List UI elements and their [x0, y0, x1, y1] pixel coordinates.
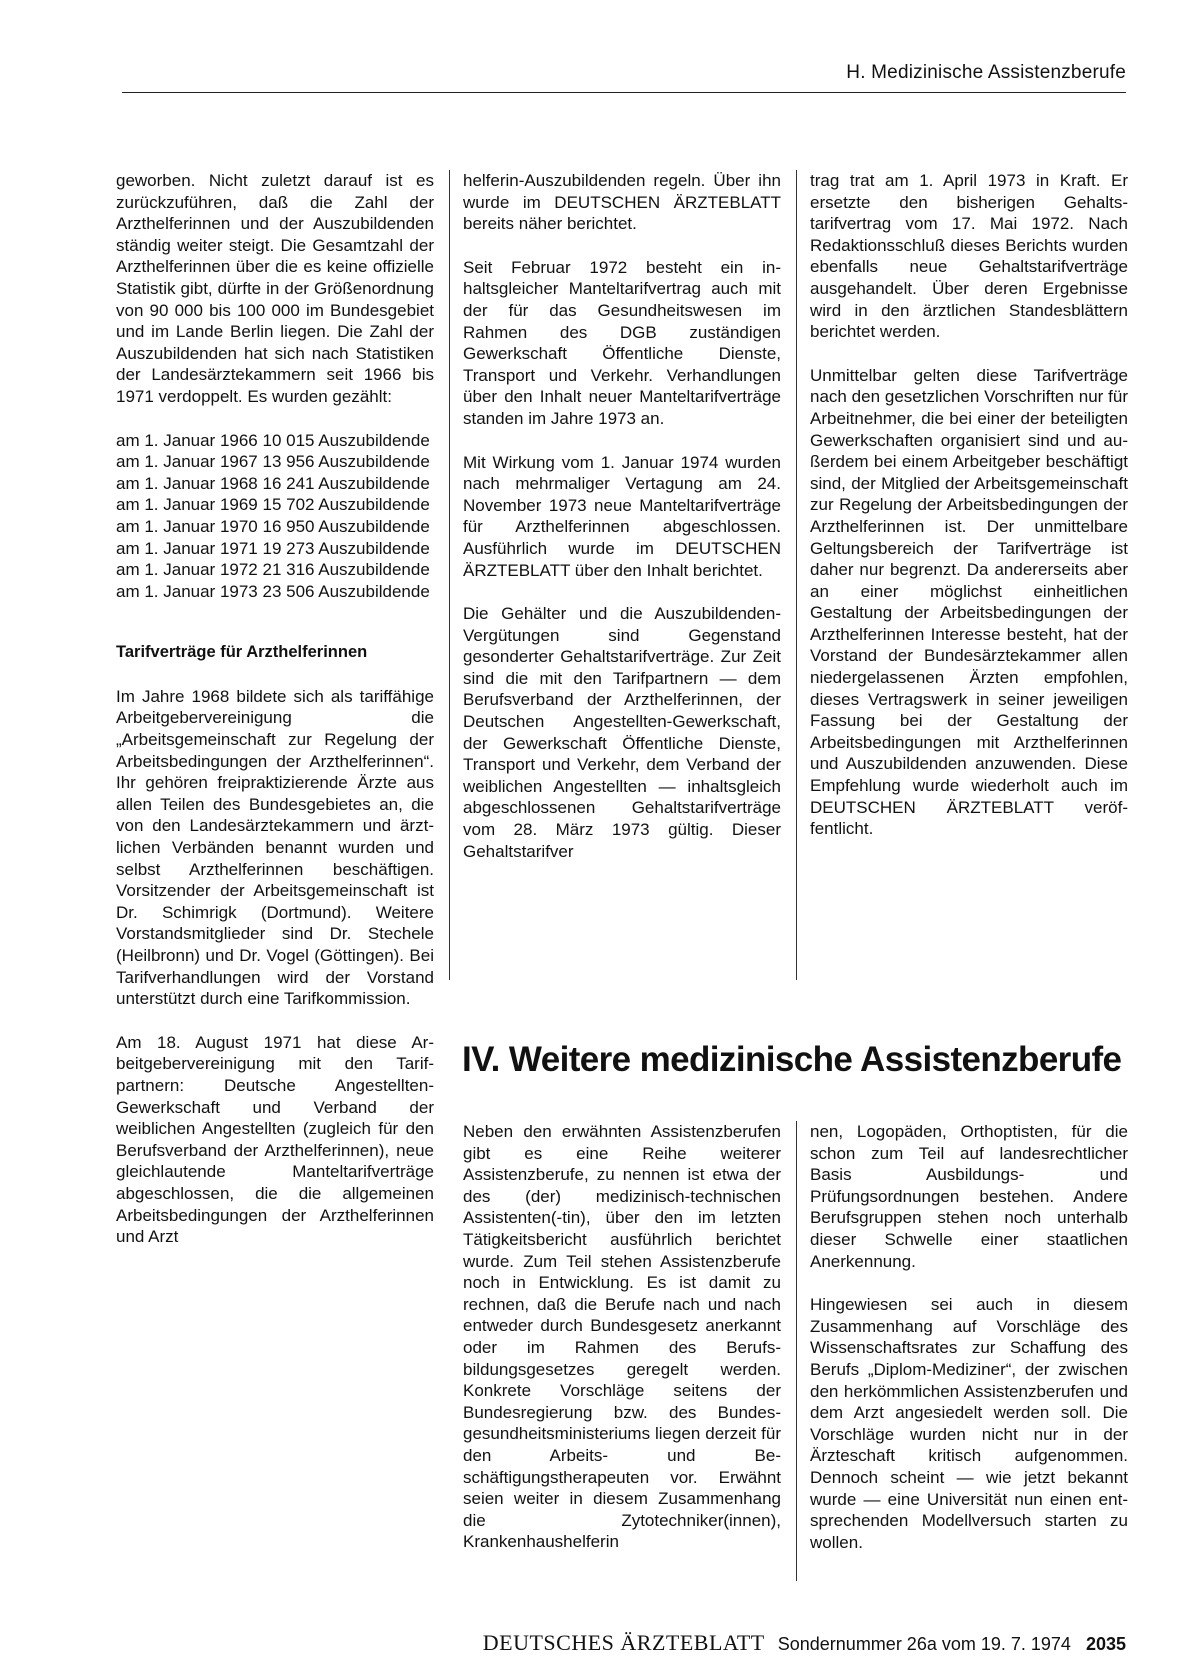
list-item: am 1. Januar 1968 16 241 Auszubildende [116, 473, 430, 493]
column-divider [796, 170, 797, 980]
column-divider [796, 1121, 797, 1581]
list-item: am 1. Januar 1969 15 702 Auszubildende [116, 495, 430, 515]
column-divider [449, 170, 450, 980]
list-item: am 1. Januar 1967 13 956 Auszubildende [116, 452, 430, 472]
paragraph: Am 18. August 1971 hat diese Arbeitgebervereinigung mit den Tarifpartnern: Deutsche Angestellten-Gewerkschaft und Verband der weiblichen Angestellten (zugleich für den Berufsverband der Arzthelferinnen), neue gleichlautende Manteltarifverträge abgeschlossen, die die allgemeinen Arbeitsbedingungen der Arzthelferinnen und Arzt [116, 1032, 434, 1247]
paragraph: Die Gehälter und die Auszubildenden-Vergütungen sind Gegenstand gesonderter Gehaltstarifverträge. Zur Zeit sind die mit den Tarifpartnern — dem Berufsverband der Arzthelferinnen, der Deutschen Angestellten-Gewerkschaft, der Gewerkschaft Öffentliche Dienste, Transport und Verkehr, dem Verband der weiblichen Angestellten — inhaltsgleich abgeschlossenen Gehaltstarifverträge vom 28. März 1973 gültig. Dieser Gehaltstarifver [463, 604, 781, 861]
page-number: 2035 [1085, 1634, 1126, 1654]
paragraph: Im Jahre 1968 bildete sich als tariffähige Arbeitgebervereinigung die „Arbeitsgemeinschaft zur Regelung der Arbeitsbedingungen der Arzthelferinnen“. Ihr gehören freipraktizierende Ärzte aus allen Teilen des Bundesgebietes an, die von den Landesärztekammern und ärztlichen Verbänden benannt wurden und selbst Arzthelferinnen beschäftigen. Vorsitzender der Arbeitsgemeinschaft ist Dr. Schimrigk (Dortmund). Weitere Vorstandsmitglieder sind Dr. Stechele (Heilbronn) und Dr. Vogel (Göttingen). Bei Tarifverhandlungen wird der Vorstand unterstützt durch eine Tarifkommission. [116, 686, 434, 1009]
paragraph: Mit Wirkung vom 1. Januar 1974 wurden nach mehrmaliger Vertagung am 24. November 1973 neue Manteltarifverträge für Arzthelferinnen abgeschlossen. Ausführlich wurde im DEUTSCHEN ÄRZTEBLATT über den Inhalt berichtet. [463, 452, 781, 580]
section-heading: IV. Weitere medizinische Assistenzberufe [462, 1040, 1122, 1079]
header-rule [122, 92, 1126, 93]
list-item: am 1. Januar 1973 23 506 Auszubildende [116, 581, 430, 601]
column-3 [810, 170, 1128, 840]
subheading: Tarifverträge für Arzthelferinnen [116, 643, 368, 662]
paragraph: Hingewiesen sei auch in diesem Zusammenhang auf Vorschläge des Wissenschaftsrates zur Schaffung des Berufs „Diplom-Mediziner“, der zwischen den herkömmlichen Assistenzberufen und dem Arzt angesiedelt werden soll. Die Vorschläge wurden nicht nur in der Ärzteschaft kritisch aufgenommen. Dennoch scheint — wie jetzt bekannt wurde — eine Universität nun einen entsprechenden Modellversuch starten zu wollen. [810, 1295, 1128, 1552]
paragraph: trag trat am 1. April 1973 in Kraft. Er ersetzte den bisherigen Gehaltstarifvertrag vom 17. Mai 1972. Nach Redaktionsschluß dieses Berichts wurden ebenfalls neue Gehaltstarifverträge ausgehandelt. Über deren Ergebnisse wird in den ärztlichen Standesblättern berichtet werden. [810, 171, 1128, 342]
paragraph: Unmittelbar gelten diese Tarifverträge nach den gesetzlichen Vorschriften nur für Arbeitnehmer, die bei einer der beteiligten Gewerkschaften organisiert sind und außerdem bei einem Arbeitgeber beschäftigt sind, der Mitglied der Arbeitsgemeinschaft zur Regelung der Arbeitsbedingungen der Arzthelferinnen ist. Der unmittelbare Geltungsbereich der Tarifverträge ist daher nur begrenzt. Da andererseits aber an einer möglichst einheitlichen Gestaltung der Arbeitsbedingungen der Arzthelferinnen Interesse besteht, hat der Vorstand der Bundesärztekammer allen niedergelassenen Ärzten empfohlen, dieses Vertragswerk in seiner jeweiligen Fassung bei der Gestaltung der Arbeitsbedingungen mit Arzthelferinnen und Auszubildenden anzuwenden. Diese Empfehlung wurde wiederholt auch im DEUTSCHEN ÄRZTEBLATT veröffentlicht. [810, 365, 1128, 839]
paragraph: helferin-Auszubildenden regeln. Über ihn wurde im DEUTSCHEN ÄRZTEBLATT bereits näher berichtet. [463, 171, 781, 234]
column-3-lower [810, 1121, 1128, 1553]
paragraph: nen, Logopäden, Orthoptisten, für die schon zum Teil auf landesrechtlicher Basis Ausbildungs- und Prüfungsordnungen bestehen. Andere Berufsgruppen stehen noch unterhalb dieser Schwelle einer staatlichen Anerkennung. [810, 1122, 1128, 1271]
journal-name: DEUTSCHES ÄRZTEBLATT [482, 1630, 765, 1655]
issue-info: Sondernummer 26a vom 19. 7. 1974 [777, 1634, 1071, 1654]
paragraph: geworben. Nicht zuletzt darauf ist es zurückzuführen, daß die Zahl der Arzthelferinnen und der Auszubildenden ständig weiter steigt. Die Gesamtzahl der Arzthelferinnen über die es keine offizielle Statistik gibt, dürfte in der Größenordnung von 90 000 bis 100 000 im Bundesgebiet und im Lande Berlin liegen. Die Zahl der Auszubildenden hat sich nach Statistiken der Landesärztekammern seit 1966 bis 1971 verdoppelt. Es wurden gezählt: [116, 171, 434, 406]
list-item: am 1. Januar 1966 10 015 Auszubildende [116, 430, 430, 450]
list-item: am 1. Januar 1971 19 273 Auszubildende [116, 538, 430, 558]
paragraph: Seit Februar 1972 besteht ein inhaltsgleicher Manteltarifvertrag auch mit der für das Gesundheitswesen im Rahmen des DGB zuständigen Gewerkschaft Öffentliche Dienste, Transport und Verkehr. Verhandlungen über den Inhalt neuer Manteltarifverträge standen im Jahre 1973 an. [463, 257, 781, 428]
page-footer [483, 1630, 1126, 1656]
list-item: am 1. Januar 1972 21 316 Auszubildende [116, 560, 430, 580]
column-2 [463, 170, 781, 862]
running-title: H. Medizinische Assistenzberufe [846, 62, 1126, 83]
column-2-lower [463, 1121, 781, 1553]
list-item: am 1. Januar 1970 16 950 Auszubildende [116, 516, 430, 536]
column-1 [116, 170, 434, 1248]
paragraph: Neben den erwähnten Assistenzberufen gibt es eine Reihe weiterer Assistenzberufe, zu nennen ist etwa der des (der) medizinisch-technischen Assistenten(-tin), über den im letzten Tätigkeitsbericht ausführlich berichtet wurde. Zum Teil stehen Assistenzberufe noch in Entwicklung. Es ist damit zu rechnen, daß die Berufe nach und nach entweder durch Bundesgesetz anerkannt oder im Rahmen des Berufsbildungsgesetzes geregelt werden. Konkrete Vorschläge seitens der Bundesregierung bzw. des Bundesgesundheitsministeriums liegen derzeit für den Arbeits- und Beschäftigungstherapeuten vor. Erwähnt seien weiter in diesem Zusammenhang die Zytotechniker(innen), Krankenhaushelferin [463, 1122, 781, 1552]
trainee-count-list [116, 430, 434, 603]
